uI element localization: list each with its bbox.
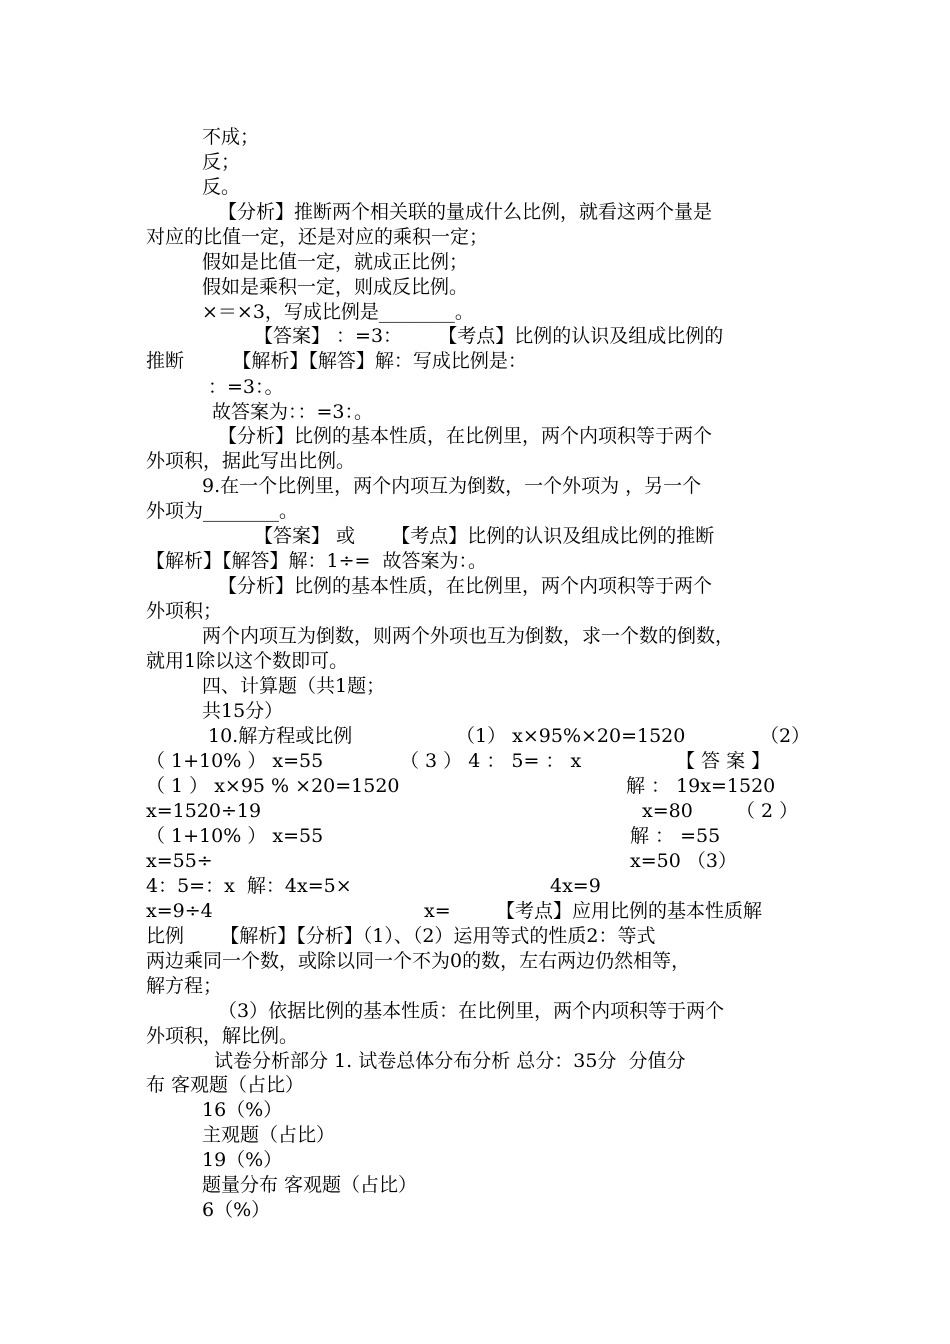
text-line: 共15分）: [202, 700, 284, 722]
text-line: 两边乘同一个数，或除以同一个不为0的数，左右两边仍然相等，: [146, 950, 691, 972]
text-line: 外项积，据此写出比例。: [146, 450, 356, 472]
text-line: x=1520÷19: [146, 800, 262, 822]
text-line: x=50 （3）: [630, 850, 737, 872]
text-line: x=: [424, 900, 451, 922]
text-line: 【分析】推断两个相关联的量成什么比例，就看这两个量是: [218, 201, 713, 223]
text-line: 外项积，解比例。: [146, 1025, 299, 1047]
text-line: 四、计算题（共1题；: [202, 675, 386, 697]
text-line: ×＝×3，写成比例是________。: [202, 301, 474, 323]
text-line: （2）: [760, 725, 811, 747]
text-line: 【分析】比例的基本性质，在比例里，两个内项积等于两个: [218, 575, 713, 597]
text-line: 布 客观题（占比）: [146, 1074, 305, 1096]
text-line: 【考点】应用比例的基本性质解: [496, 900, 763, 922]
text-line: （ 2 ）: [736, 800, 799, 822]
text-line: 两个内项互为倒数，则两个外项也互为倒数，求一个数的倒数，: [202, 625, 735, 647]
text-line: 假如是比值一定，就成正比例；: [202, 251, 469, 273]
text-line: 10.解方程或比例: [208, 725, 353, 747]
text-line: 外项为________。: [146, 500, 299, 522]
text-line: （ 1 ） x×95 % ×20=1520: [146, 775, 400, 797]
text-line: 反。: [202, 176, 241, 198]
text-line: 解 ： =55: [630, 825, 721, 847]
text-line: 推断 【解析】【解答】解：写成比例是：: [146, 350, 527, 372]
text-line: ：=3：。: [208, 376, 284, 398]
text-line: 不成；: [202, 126, 260, 148]
text-line: 解方程；: [146, 975, 223, 997]
text-line: 4x=9: [550, 875, 601, 897]
text-line: 假如是乘积一定，则成反比例。: [202, 276, 469, 298]
text-line: （1） x×95%×20=1520: [456, 725, 686, 747]
text-line: 反；: [202, 151, 241, 173]
text-line: x=55÷: [146, 850, 213, 872]
text-line: 【答案】 或 【考点】比例的认识及组成比例的推断: [254, 525, 715, 547]
text-line: 比例 【解析】【分析】（1）、（2）运用等式的性质2：等式: [146, 925, 656, 947]
text-line: 【解析】【解答】解：1÷= 故答案为：。: [146, 550, 488, 572]
text-line: 解 ： 19x=1520: [626, 775, 776, 797]
text-line: 4：5=：x 解：4x=5×: [146, 875, 352, 897]
text-line: 对应的比值一定，还是对应的乘积一定；: [146, 226, 489, 248]
text-line: 16（%）: [202, 1099, 283, 1121]
text-line: 【分析】比例的基本性质，在比例里，两个内项积等于两个: [218, 425, 713, 447]
text-line: 主观题（占比）: [202, 1124, 336, 1146]
text-line: （3）依据比例的基本性质：在比例里，两个内项积等于两个: [218, 1000, 725, 1022]
text-line: 6（%）: [202, 1199, 271, 1221]
text-line: 试卷分析部分 1. 试卷总体分布分析 总分：35分 分值分: [214, 1050, 686, 1072]
text-line: x=9÷4: [146, 900, 213, 922]
text-line: （ 1+10% ） x=55: [146, 750, 324, 772]
text-line: 9.在一个比例里，两个内项互为倒数，一个外项为 ，另一个: [202, 475, 702, 497]
text-line: 外项积；: [146, 600, 223, 622]
text-line: （ 1+10% ） x=55: [146, 825, 324, 847]
text-line: （ 3 ） 4 ： 5= ： x: [400, 750, 582, 772]
text-line: 故答案为：：=3：。: [212, 401, 374, 423]
text-line: 题量分布 客观题（占比）: [202, 1174, 418, 1196]
text-line: x=80: [642, 800, 693, 822]
text-line: 19（%）: [202, 1149, 283, 1171]
text-line: 就用1除以这个数即可。: [146, 650, 349, 672]
text-line: 【答案】 ：=3： 【考点】比例的认识及组成比例的: [254, 325, 724, 347]
text-line: 【 答 案 】: [676, 750, 771, 772]
